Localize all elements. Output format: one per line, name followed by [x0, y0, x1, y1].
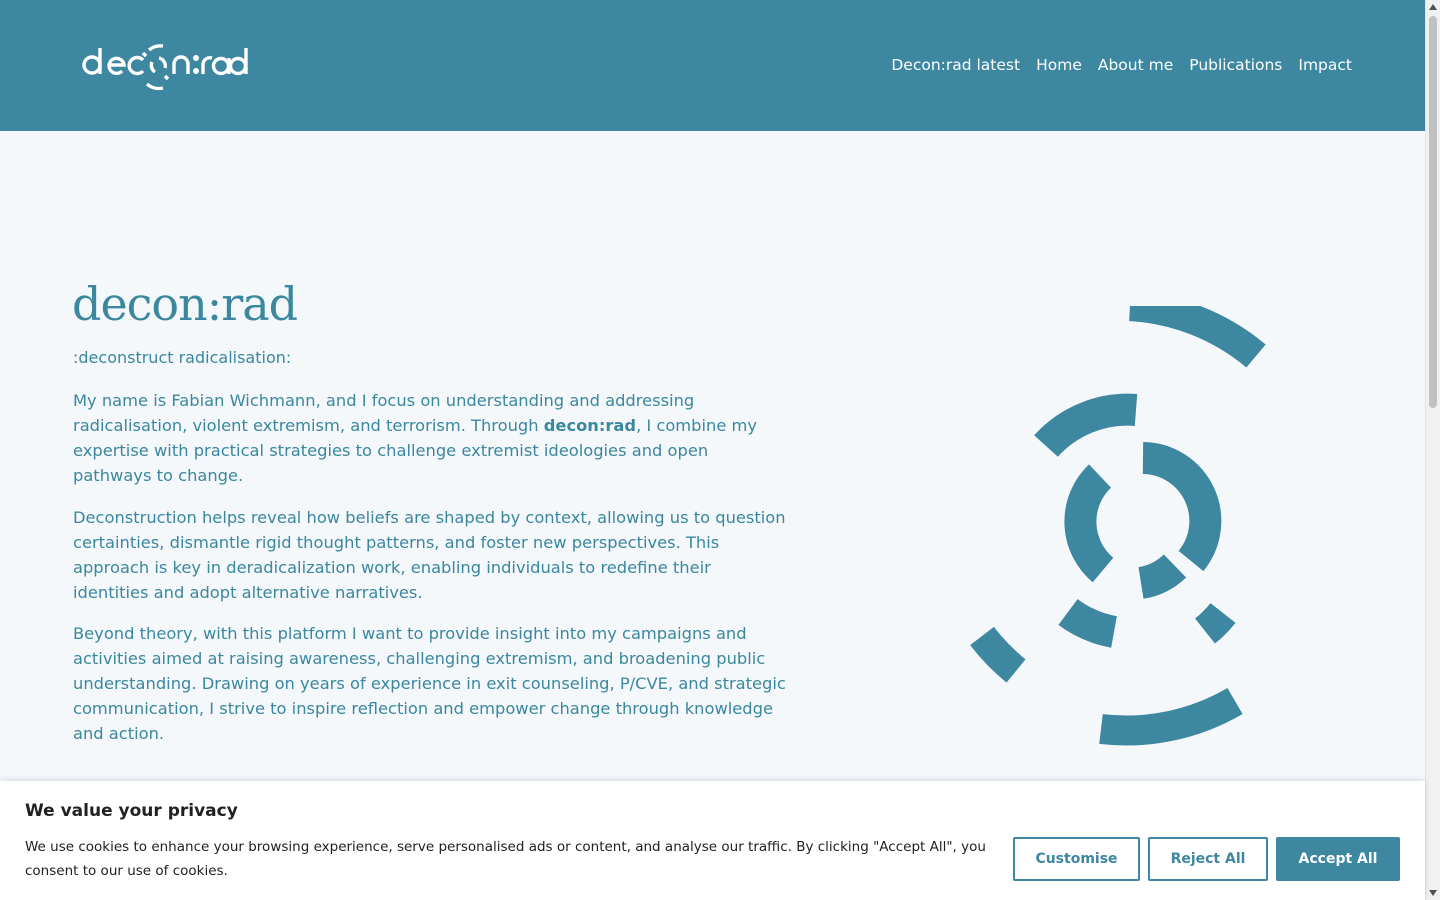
page-title: decon:rad — [72, 277, 298, 331]
cookie-consent-banner — [0, 781, 1425, 900]
reject-all-button[interactable]: Reject All — [1148, 837, 1268, 881]
cookie-banner-title: We value your privacy — [25, 801, 238, 821]
intro-brand-name: decon:rad — [543, 416, 637, 435]
deconstruction-paragraph: Deconstruction helps reveal how beliefs are shaped by context, allowing us to question certainties, dismantle rigid thought patterns, and foster new perspectives. This approach is key in deradicalization work, enabling individuals to redefine their identities and adopt alternative narratives. — [73, 508, 786, 602]
main-nav — [875, 55, 1352, 75]
hero-graphic — [960, 306, 1280, 746]
nav-item-decon-rad-latest[interactable]: Decon:rad latest — [891, 56, 1021, 74]
scroll-down-arrow-icon[interactable] — [1429, 890, 1437, 896]
customise-button[interactable]: Customise — [1013, 837, 1140, 881]
scrollbar-thumb[interactable] — [1429, 16, 1437, 408]
nav-item-publications[interactable]: Publications — [1189, 56, 1283, 74]
site-header — [0, 0, 1425, 131]
hero-subtitle: :deconstruct radicalisation: — [73, 348, 292, 367]
site-logo[interactable] — [81, 38, 251, 94]
platform-paragraph: Beyond theory, with this platform I want to provide insight into my campaigns and activities aimed at raising awareness, challenging extremism, and broadening public understanding. Drawing on years of experience in exit counseling, P/CVE, and strategic communication, I strive to inspire reflection and empower change through knowledge and action. — [73, 624, 786, 743]
intro-text-end: , I combine my expertise with practical strategies to challenge extremist ideologies and open pathways to change. — [73, 416, 758, 485]
cookie-banner-text: We use cookies to enhance your browsing experience, serve personalised ads or content, and analyse our traffic. By clicking "Accept All", you consent to our use of cookies. — [25, 839, 986, 879]
fragmented-circles-icon — [960, 306, 1280, 746]
page-scrollbar[interactable] — [1425, 0, 1440, 900]
decon-rad-logo-icon — [81, 38, 251, 94]
nav-item-impact[interactable]: Impact — [1298, 56, 1352, 74]
accept-all-button[interactable]: Accept All — [1276, 837, 1400, 881]
intro-text-start: My name is Fabian Wichmann, and I focus on understanding and addressing radicalisation, violent extremism, and terrorism. Through — [73, 391, 695, 435]
nav-item-about-me[interactable]: About me — [1097, 56, 1174, 74]
nav-item-home[interactable]: Home — [1036, 56, 1082, 74]
scroll-up-arrow-icon[interactable] — [1429, 4, 1437, 10]
intro-paragraph — [73, 388, 788, 488]
